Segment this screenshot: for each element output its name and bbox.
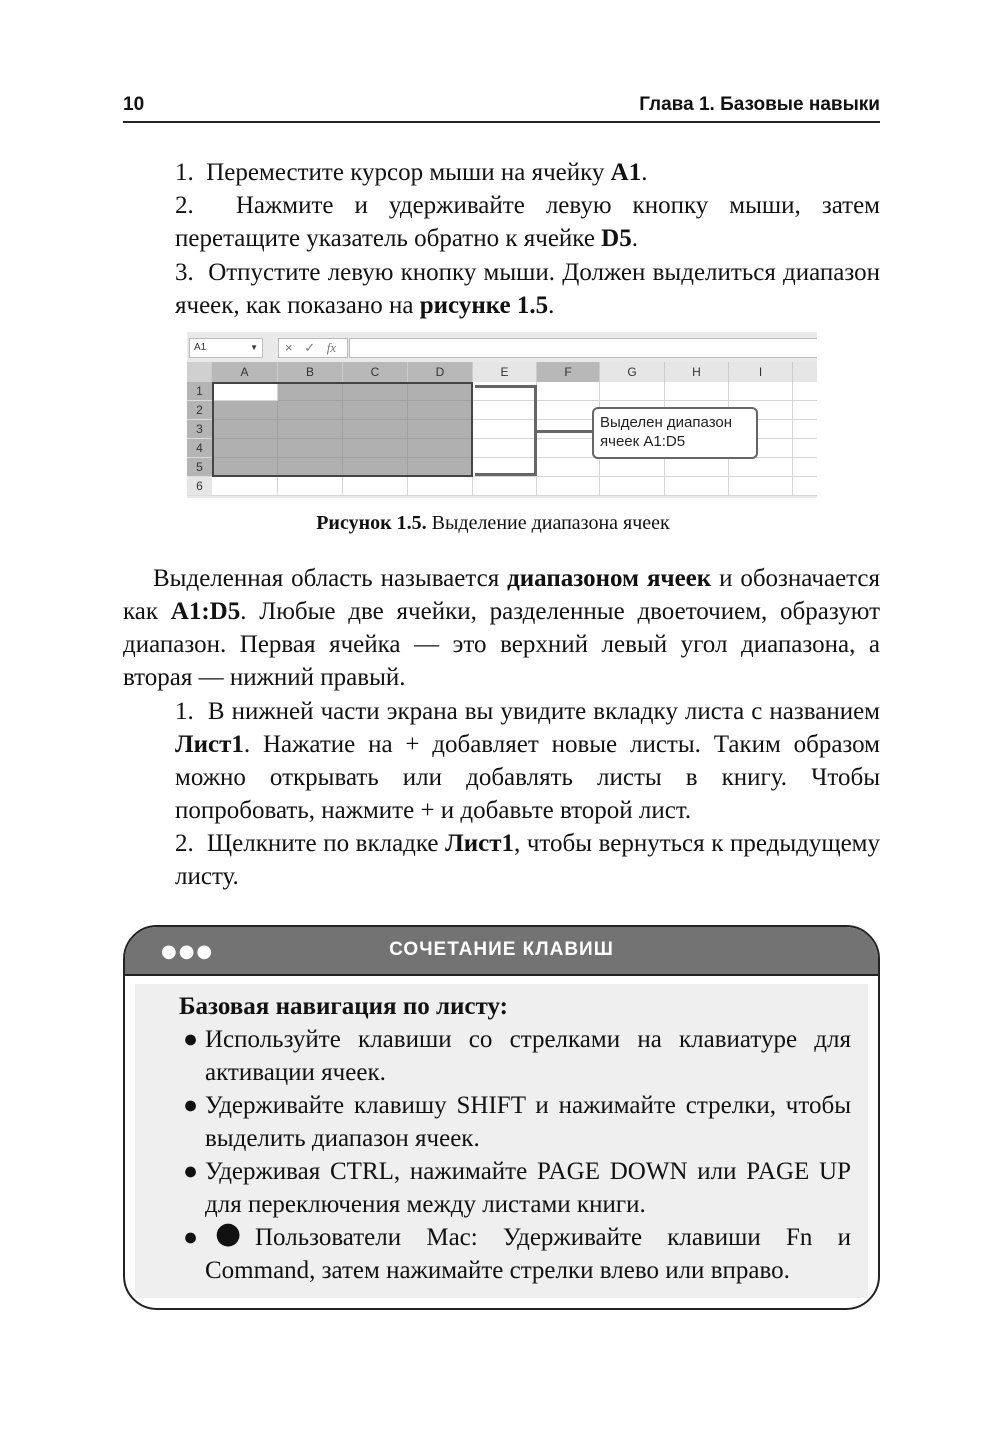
row-header[interactable]: 6 bbox=[187, 477, 212, 496]
list-item: ● Удерживая CTRL, нажимайте PAGE DOWN или PAGE UP для переключения между листами книги. bbox=[183, 1158, 851, 1218]
cell[interactable] bbox=[729, 477, 793, 496]
cell[interactable] bbox=[537, 477, 600, 496]
cell[interactable] bbox=[343, 477, 408, 496]
cell[interactable] bbox=[793, 401, 817, 420]
column-header[interactable]: G bbox=[600, 362, 665, 382]
column-header[interactable]: A bbox=[212, 362, 278, 382]
list-item: ● Удерживайте клавишу SHIFT и нажимайте стрелки, чтобы выделить диапазон ячеек. bbox=[183, 1092, 851, 1152]
enter-icon[interactable]: ✓ bbox=[304, 340, 316, 355]
cell[interactable] bbox=[665, 458, 729, 477]
row-header[interactable]: 2 bbox=[187, 401, 212, 420]
select-all-corner[interactable] bbox=[187, 362, 212, 382]
body-paragraph: Выделенная область называется диапазоном ячеек и обозначается как A1:D5. Любые две ячейки, разделенные двоеточием, образуют диапазон. Первая ячейка — это верхний левый угол диапазона, а вторая — нижний правый. bbox=[123, 565, 880, 691]
column-header[interactable]: D bbox=[408, 362, 473, 382]
figure-caption: Рисунок 1.5. Выделение диапазона ячеек bbox=[316, 512, 670, 534]
step-1: 1. Переместите курсор мыши на ячейку A1. bbox=[175, 159, 648, 186]
row-header[interactable]: 4 bbox=[187, 439, 212, 458]
bracket-line bbox=[475, 385, 537, 476]
cell[interactable] bbox=[212, 477, 278, 496]
column-header[interactable] bbox=[793, 362, 817, 382]
cancel-icon[interactable]: × bbox=[285, 340, 293, 355]
column-header[interactable]: F bbox=[537, 362, 600, 382]
row-header[interactable]: 1 bbox=[187, 382, 212, 401]
cell[interactable] bbox=[408, 477, 473, 496]
list-item: ● ● Пользователи Mac: Удерживайте клавиши Fn и Command, затем нажимайте стрелки влево или вправо. bbox=[183, 1216, 851, 1284]
cell[interactable] bbox=[665, 477, 729, 496]
row-header[interactable]: 3 bbox=[187, 420, 212, 439]
header-rule bbox=[123, 121, 880, 123]
selection-border bbox=[212, 382, 473, 477]
cell[interactable] bbox=[537, 401, 600, 420]
cell[interactable] bbox=[600, 382, 665, 401]
shortcut-box bbox=[123, 925, 880, 1310]
name-box[interactable]: A1 ▼ bbox=[189, 338, 263, 358]
column-header[interactable]: E bbox=[473, 362, 537, 382]
chapter-title: Глава 1. Базовые навыки bbox=[639, 94, 880, 115]
row-header[interactable]: 5 bbox=[187, 458, 212, 477]
column-header[interactable]: H bbox=[665, 362, 729, 382]
cell[interactable] bbox=[793, 458, 817, 477]
step-2: 2. Нажмите и удерживайте левую кнопку мыши, затем перетащите указатель обратно к ячейке D5. bbox=[175, 192, 880, 252]
cell[interactable] bbox=[729, 458, 793, 477]
cell[interactable] bbox=[600, 458, 665, 477]
fx-icon[interactable]: fx bbox=[326, 340, 337, 355]
column-header[interactable]: C bbox=[343, 362, 408, 382]
cell[interactable] bbox=[793, 382, 817, 401]
shortcut-box-body bbox=[135, 984, 868, 1298]
step2-1: 1. В нижней части экрана вы увидите вкладку листа с названием Лист1. Нажатие на + добавляет новые листы. Таким образом можно открывать или добавлять листы в книгу. Чтобы попробовать, нажмите + и добавьте второй лист. bbox=[175, 698, 881, 824]
apple-icon: ● bbox=[215, 1216, 242, 1251]
shortcut-box-header bbox=[125, 927, 878, 976]
cell[interactable] bbox=[600, 477, 665, 496]
page-number: 10 bbox=[123, 94, 145, 115]
cell[interactable] bbox=[278, 477, 343, 496]
step2-2: 2. Щелкните по вкладке Лист1, чтобы вернуться к предыдущему листу. bbox=[175, 830, 880, 890]
cell[interactable] bbox=[537, 382, 600, 401]
shortcut-box-title: СОЧЕТАНИЕ КЛАВИШ bbox=[389, 939, 614, 960]
list-item: ● Используйте клавиши со стрелками на клавиатуре для активации ячеек. bbox=[183, 1026, 851, 1086]
cell[interactable] bbox=[665, 382, 729, 401]
column-header[interactable]: I bbox=[729, 362, 793, 382]
cell[interactable] bbox=[793, 420, 817, 439]
shortcut-subtitle: Базовая навигация по листу: bbox=[179, 993, 508, 1020]
cell[interactable] bbox=[793, 477, 817, 496]
cell[interactable] bbox=[473, 477, 537, 496]
excel-figure bbox=[187, 332, 817, 498]
callout: Выделен диапазон ячеек A1:D5 bbox=[592, 407, 758, 459]
callout-connector bbox=[537, 430, 593, 433]
cell[interactable] bbox=[537, 439, 600, 458]
window-dots-icon: ●●● bbox=[161, 941, 215, 962]
formula-bar[interactable] bbox=[349, 338, 817, 358]
column-header[interactable]: B bbox=[278, 362, 343, 382]
formula-buttons bbox=[278, 338, 348, 358]
cell[interactable] bbox=[793, 439, 817, 458]
cell[interactable] bbox=[729, 382, 793, 401]
cell[interactable] bbox=[537, 458, 600, 477]
step-3: 3. Отпустите левую кнопку мыши. Должен выделиться диапазон ячеек, как показано на рисунке 1.5. bbox=[175, 259, 880, 319]
